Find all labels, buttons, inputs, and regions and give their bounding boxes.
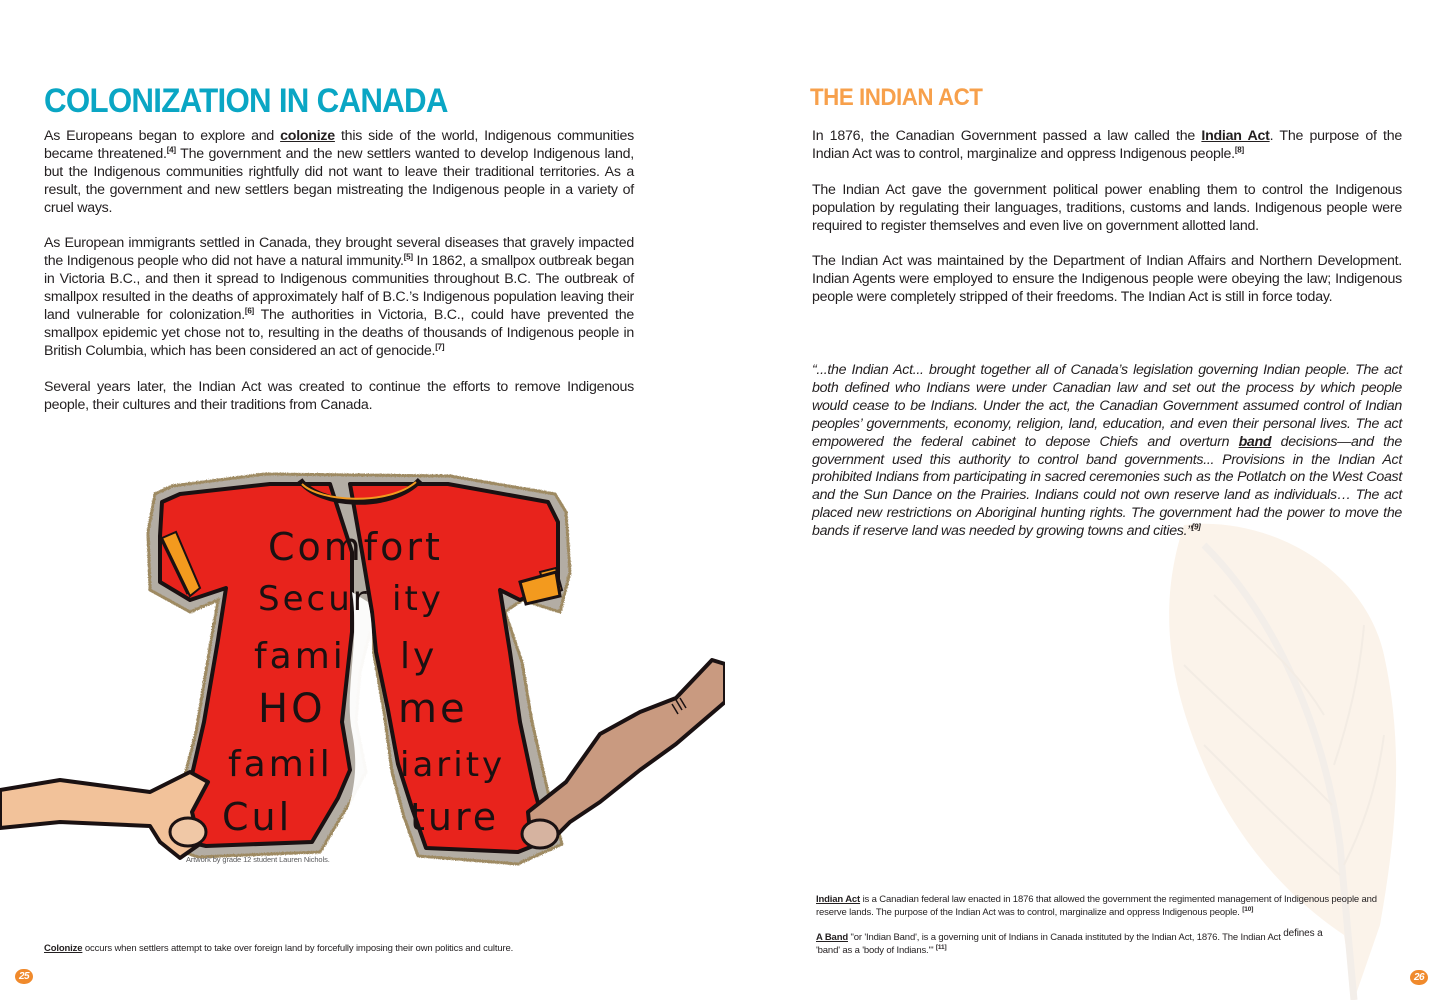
page-number-badge: 26 bbox=[1410, 970, 1428, 985]
text: As European immigrants settled in Canada, they brought several diseases that gravely impacted the Indigenous people who did not have a natural immunity. bbox=[44, 235, 634, 270]
text: In 1876, the Canadian Government passed a law called the bbox=[812, 128, 1202, 144]
paragraph-1 bbox=[44, 128, 634, 218]
svg-text:fami: fami bbox=[254, 636, 346, 677]
svg-text:Secur: Secur bbox=[258, 579, 370, 619]
svg-text:famil: famil bbox=[228, 744, 333, 785]
text: The Indian Act was maintained by the Department of Indian Affairs and Northern Development. Indian Agents were employed to ensure the Indigenous people were obeying the law; Indigenous people were completely stripped of their freedoms. The Indian Act is still in force today. bbox=[812, 253, 1402, 306]
text: this side of the world, Indigenous communities became threatened. bbox=[44, 128, 634, 162]
text: . The purpose of the Indian Act was to control, marginalize and oppress Indigenous people. bbox=[812, 128, 1402, 162]
reference-6: [6] bbox=[244, 306, 254, 316]
text: "or 'Indian Band', is a governing unit of Indians in Canada instituted by the Indian Act, 1876. The Indian Act bbox=[848, 932, 1284, 943]
text: The Indian Act gave the government political power enabling them to control the Indigenous population by regulating their languages, traditions, customs and lands. Indigenous people were required to register themselves and even live on government allotted land. bbox=[812, 181, 1402, 234]
reference-8: [8] bbox=[1234, 145, 1244, 155]
right-arm bbox=[528, 660, 725, 844]
svg-text:ture: ture bbox=[410, 795, 500, 839]
svg-text:ity: ity bbox=[392, 579, 444, 619]
reference-7: [7] bbox=[435, 342, 445, 352]
artwork-caption: Artwork by grade 12 student Lauren Nichols. bbox=[186, 855, 330, 864]
page-number-badge: 25 bbox=[15, 969, 33, 984]
text: decisions—and the government used this authority to control band governments... Provisions in the Indian Act prohibited Indians from participating in sacred ceremonies such as the Potlatch on the West Coast and the Sun Dance on the Prairies. Indians could not own reserve land as individuals… The act placed new restrictions on Aboriginal hunting rights. The government had the power to move the bands if reserve land was needed by growing towns and cities.” bbox=[812, 433, 1402, 540]
feather-watermark-icon bbox=[1144, 505, 1434, 1000]
glossary-footnote-indian-act bbox=[816, 893, 1406, 919]
shirt-word-comfort: Comfort bbox=[268, 525, 443, 569]
text: 'band' as a 'body of Indians.'" bbox=[816, 945, 936, 956]
glossary-footnote-colonize bbox=[44, 942, 644, 955]
text: “...the Indian Act... brought together all of Canada’s legislation governing Indian people. The act both defined who Indians were under Canadian law and set out the process by which people would cease to be Indians. Under the act, the Canadian Government assumed control of Indian peoples’ governments, economy, religion, land, education, and even their personal lives. The act empowered the federal cabinet to depose Chiefs and overturn bbox=[812, 362, 1402, 450]
right-body-text bbox=[812, 128, 1402, 307]
svg-text:Cul: Cul bbox=[222, 795, 293, 839]
text: The authorities in Victoria, B.C., could have prevented the smallpox epidemic yet chose not to, resulting in the deaths of thousands of Indigenous people in British Columbia, which has been considered an act of genocide. bbox=[44, 307, 635, 359]
svg-text:me: me bbox=[398, 686, 468, 732]
reference-10: [10] bbox=[1242, 905, 1254, 913]
glossary-term-band: A Band bbox=[816, 932, 848, 943]
right-page bbox=[722, 0, 1445, 1000]
page-title-colonization: COLONIZATION IN CANADA bbox=[44, 82, 448, 120]
svg-text:iarity: iarity bbox=[400, 745, 506, 785]
left-page bbox=[0, 0, 722, 1000]
glossary-link-indian-act[interactable]: Indian Act bbox=[1201, 128, 1270, 144]
text: In 1862, a smallpox outbreak began in Victoria B.C., and then it spread to Indigenous communities throughout B.C. The outbreak of smallpox resulted in the deaths of approximately half of B.C.’s Indigenous population leaving their land vulnerable for colonization. bbox=[44, 253, 634, 324]
reference-4: [4] bbox=[166, 145, 176, 155]
reference-9: [9] bbox=[1191, 522, 1201, 532]
glossary-link-band[interactable]: band bbox=[1238, 433, 1272, 450]
text: defines a bbox=[1283, 928, 1323, 939]
text: occurs when settlers attempt to take over foreign land by forcefully imposing their own politics and culture. bbox=[82, 943, 514, 954]
left-body-text bbox=[44, 128, 634, 414]
text: is a Canadian federal law enacted in 1876 that allowed the government the regimented management of Indigenous people and reserve lands. The purpose of the Indian Act was to control, marginalize and oppress Indigenous people. bbox=[816, 894, 1377, 918]
text: Several years later, the Indian Act was created to continue the efforts to remove Indigenous people, their cultures and their traditions from Canada. bbox=[44, 378, 634, 413]
page-title-indian-act: THE INDIAN ACT bbox=[810, 84, 983, 111]
paragraph-2 bbox=[812, 182, 1402, 236]
glossary-link-colonize[interactable]: colonize bbox=[280, 128, 335, 144]
reference-11: [11] bbox=[935, 943, 947, 951]
text: The government and the new settlers wanted to develop Indigenous land, but the Indigenous communities rightfully did not want to leave their traditional territories. As a result, the government and new settlers began mistreating the Indigenous people in a variety of cruel ways. bbox=[44, 145, 634, 216]
text: As Europeans began to explore and bbox=[44, 128, 281, 144]
artwork-torn-shirt-image bbox=[0, 472, 725, 872]
paragraph-3 bbox=[44, 379, 634, 415]
paragraph-1 bbox=[812, 128, 1402, 164]
svg-text:ly: ly bbox=[400, 636, 438, 677]
paragraph-2 bbox=[44, 235, 634, 360]
reference-5: [5] bbox=[403, 252, 413, 262]
svg-text:HO: HO bbox=[258, 686, 326, 732]
glossary-term-colonize: Colonize bbox=[44, 943, 83, 954]
glossary-term-indian-act: Indian Act bbox=[816, 894, 861, 905]
paragraph-3 bbox=[812, 253, 1402, 307]
left-arm bbox=[0, 772, 208, 858]
indian-act-quote bbox=[812, 362, 1402, 541]
glossary-footnote-band bbox=[816, 927, 1406, 957]
